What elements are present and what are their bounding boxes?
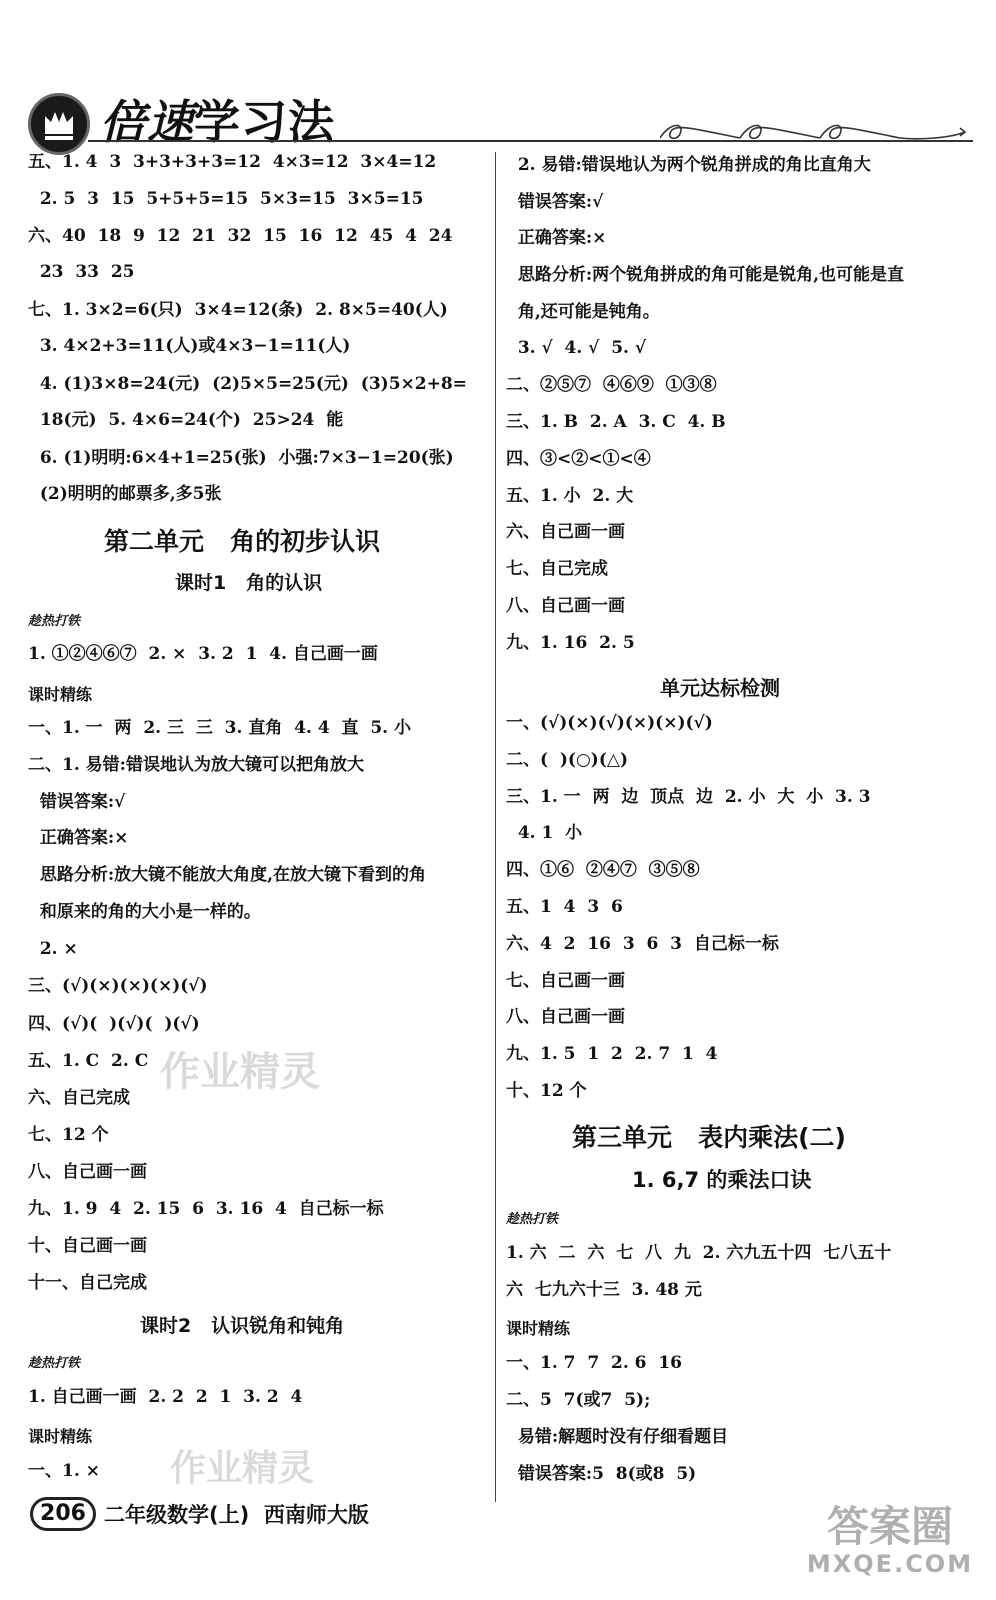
section-label: 课时精练 <box>28 685 93 704</box>
answer-line: 6. (1)明明:6×4+1=25(张) 小强:7×3−1=20(张) <box>28 448 454 468</box>
answer-line: 二、1. 易错:错误地认为放大镜可以把角放大 <box>28 755 364 775</box>
answer-line: 四、③<②<①<④ <box>506 449 651 469</box>
answer-line: 七、自己完成 <box>506 559 608 579</box>
answer-line: 七、自己画一画 <box>506 971 625 991</box>
column-divider <box>495 152 496 1502</box>
answer-line: 2. × <box>28 939 78 959</box>
answer-line: 八、自己画一画 <box>506 596 625 616</box>
answer-line: 六、自己完成 <box>28 1088 130 1108</box>
answer-line: 1. 六 二 六 七 八 九 2. 六九五十四 七八五十 <box>506 1243 892 1263</box>
section-label: 课时精练 <box>506 1319 571 1338</box>
answer-line: 五、1 4 3 6 <box>506 897 623 917</box>
section-label: 趁热打铁 <box>28 1356 81 1371</box>
answer-line: 1. 自己画一画 2. 2 2 1 3. 2 4 <box>28 1387 303 1407</box>
stamp-watermark: 作业精灵 <box>160 1049 320 1095</box>
answer-line: 七、12 个 <box>28 1125 109 1145</box>
answer-line: 七、1. 3×2=6(只) 3×4=12(条) 2. 8×5=40(人) <box>28 300 448 320</box>
answer-line: 3. √ 4. √ 5. √ <box>506 338 647 358</box>
answer-line: 18(元) 5. 4×6=24(个) 25>24 能 <box>28 410 344 430</box>
page-number-badge: 206 <box>30 1497 96 1531</box>
page-header <box>0 0 996 150</box>
answer-line: 五、1. C 2. C <box>28 1051 149 1071</box>
answer-line: (2)明明的邮票多,多5张 <box>28 484 222 504</box>
section-label: 趁热打铁 <box>506 1212 559 1227</box>
site-watermark-title: 答案圈 <box>826 1502 953 1551</box>
unit-title: 第三单元 表内乘法(二) <box>572 1123 846 1152</box>
lesson-title: 1. 6,7 的乘法口诀 <box>632 1168 812 1192</box>
answer-line: 正确答案:× <box>506 228 607 248</box>
series-title: 倍速学习法 <box>100 95 335 149</box>
answer-line: 错误答案:√ <box>506 192 604 212</box>
answer-line: 思路分析:两个锐角拼成的角可能是锐角,也可能是直 <box>506 265 905 285</box>
section-label: 课时精练 <box>28 1427 93 1446</box>
lesson-title: 课时2 认识锐角和钝角 <box>140 1315 345 1337</box>
answer-line: 十、自己画一画 <box>28 1236 147 1256</box>
answer-line: 和原来的角的大小是一样的。 <box>28 902 261 922</box>
answer-line: 六、40 18 9 12 21 32 15 16 12 45 4 24 <box>28 226 453 246</box>
answer-line: 思路分析:放大镜不能放大角度,在放大镜下看到的角 <box>28 865 427 885</box>
answer-line: 易错:解题时没有仔细看题目 <box>506 1427 729 1447</box>
answer-line: 23 33 25 <box>28 262 135 282</box>
answer-line: 错误答案:√ <box>28 792 126 812</box>
stamp-watermark: 作业精灵 <box>170 1448 315 1489</box>
answer-line: 九、1. 9 4 2. 15 6 3. 16 4 自己标一标 <box>28 1199 384 1219</box>
answer-line: 4. 1 小 <box>506 823 583 843</box>
answer-line: 4. (1)3×8=24(元) (2)5×5=25(元) (3)5×2+8= <box>28 374 467 394</box>
answer-line: 正确答案:× <box>28 828 129 848</box>
answer-line: 3. 4×2+3=11(人)或4×3−1=11(人) <box>28 336 351 356</box>
answer-line: 五、1. 4 3 3+3+3+3=12 4×3=12 3×4=12 <box>28 152 437 172</box>
answer-line: 三、1. B 2. A 3. C 4. B <box>506 412 726 432</box>
answer-line: 二、②⑤⑦ ④⑥⑨ ①③⑧ <box>506 375 717 395</box>
section-label: 趁热打铁 <box>28 614 81 629</box>
answer-line: 八、自己画一画 <box>28 1162 147 1182</box>
book-logo-icon <box>28 93 90 155</box>
book-info: 二年级数学(上) 西南师大版 <box>104 1503 369 1527</box>
answer-line: 五、1. 小 2. 大 <box>506 486 634 506</box>
answer-line: 一、1. × <box>28 1461 100 1481</box>
answer-line: 三、(√)(×)(×)(×)(√) <box>28 976 208 996</box>
header-rule <box>88 140 973 142</box>
site-watermark-url: MXQE.COM <box>806 1550 974 1578</box>
answer-line: 一、1. 一 两 2. 三 三 3. 直角 4. 4 直 5. 小 <box>28 718 412 738</box>
answer-line: 2. 5 3 15 5+5+5=15 5×3=15 3×5=15 <box>28 189 424 209</box>
answer-line: 一、(√)(×)(√)(×)(×)(√) <box>506 713 713 733</box>
answer-line: 八、自己画一画 <box>506 1007 625 1027</box>
answer-line: 三、1. 一 两 边 顶点 边 2. 小 大 小 3. 3 <box>506 787 871 807</box>
answer-line: 六、自己画一画 <box>506 522 625 542</box>
answer-line: 六、4 2 16 3 6 3 自己标一标 <box>506 934 779 954</box>
answer-line: 四、①⑥ ②④⑦ ③⑤⑧ <box>506 860 700 880</box>
answer-line: 2. 易错:错误地认为两个锐角拼成的角比直角大 <box>506 155 871 175</box>
answer-line: 十一、自己完成 <box>28 1273 147 1293</box>
answer-line: 九、1. 16 2. 5 <box>506 633 635 653</box>
answer-line: 角,还可能是钝角。 <box>506 302 660 322</box>
answer-line: 错误答案:5 8(或8 5) <box>506 1464 697 1484</box>
unit-title: 第二单元 角的初步认识 <box>104 527 381 556</box>
test-title: 单元达标检测 <box>660 676 780 700</box>
answer-line: 六 七九六十三 3. 48 元 <box>506 1280 702 1300</box>
site-watermark <box>806 1504 974 1578</box>
decorative-curls-icon <box>660 118 980 148</box>
answer-line: 十、12 个 <box>506 1081 587 1101</box>
answer-line: 九、1. 5 1 2 2. 7 1 4 <box>506 1044 718 1064</box>
answer-line: 四、(√)( )(√)( )(√) <box>28 1014 200 1034</box>
answer-line: 1. ①②④⑥⑦ 2. × 3. 2 1 4. 自己画一画 <box>28 644 378 664</box>
answer-line: 二、( )(○)(△) <box>506 750 629 770</box>
lesson-title: 课时1 角的认识 <box>175 572 323 594</box>
answer-line: 一、1. 7 7 2. 6 16 <box>506 1353 682 1373</box>
answer-line: 二、5 7(或7 5); <box>506 1390 651 1410</box>
